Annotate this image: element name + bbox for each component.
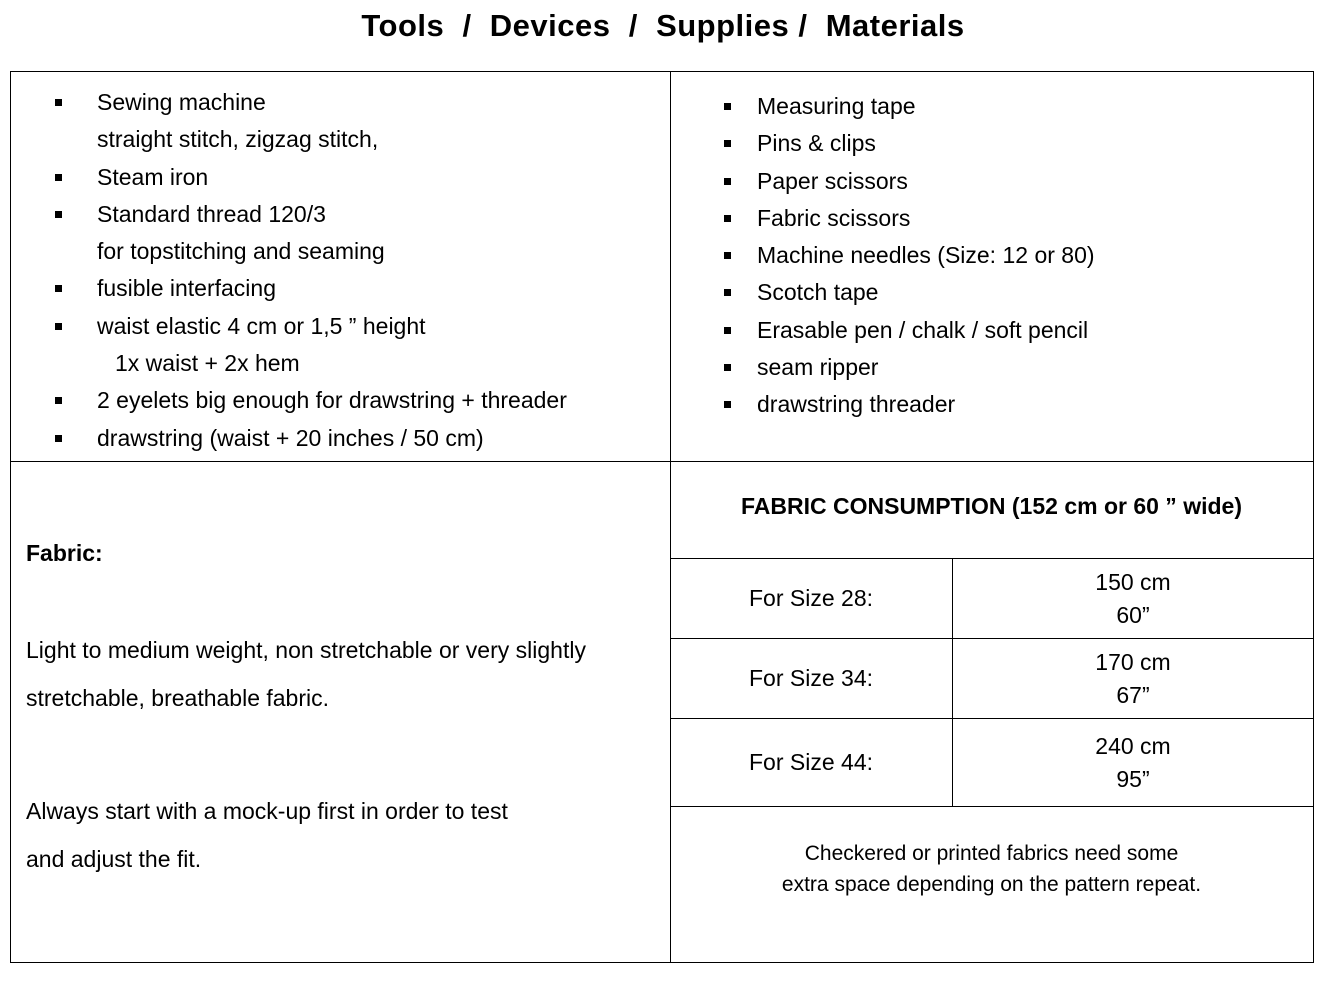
fabric-consumption-heading: FABRIC CONSUMPTION (152 cm or 60 ” wide) bbox=[741, 493, 1242, 519]
tool-item: 2 eyelets big enough for drawstring + threader bbox=[97, 387, 567, 413]
consumption-row-divider bbox=[670, 718, 1313, 719]
bullet-icon bbox=[55, 99, 62, 106]
tool-item: Pins & clips bbox=[757, 130, 876, 156]
size-44-label: For Size 44: bbox=[749, 749, 873, 775]
note-line2: extra space depending on the pattern repeat. bbox=[781, 873, 1202, 896]
tool-item-detail: for topstitching and seaming bbox=[97, 238, 385, 264]
tool-item-detail: straight stitch, zigzag stitch, bbox=[97, 126, 379, 152]
note-line1: Checkered or printed fabrics need some bbox=[804, 842, 1179, 865]
fabric-tip-line2: and adjust the fit. bbox=[26, 846, 202, 872]
fabric-heading: Fabric: bbox=[26, 540, 103, 566]
tool-item: Erasable pen / chalk / soft pencil bbox=[757, 317, 1089, 343]
bullet-icon bbox=[724, 215, 731, 222]
bullet-icon bbox=[55, 211, 62, 218]
tool-item: Fabric scissors bbox=[757, 205, 911, 231]
fabric-description-line2: stretchable, breathable fabric. bbox=[26, 685, 330, 711]
tool-item: seam ripper bbox=[757, 354, 879, 380]
tool-item: Standard thread 120/3 bbox=[97, 201, 326, 227]
tool-item: Paper scissors bbox=[757, 168, 908, 194]
page-title: Tools / Devices / Supplies / Materials bbox=[361, 8, 965, 43]
bullet-icon bbox=[724, 327, 731, 334]
bullet-icon bbox=[724, 289, 731, 296]
size-34-cm: 170 cm bbox=[1095, 649, 1171, 675]
size-28-inch: 60” bbox=[1116, 602, 1150, 628]
bullet-icon bbox=[55, 174, 62, 181]
bullet-icon bbox=[55, 397, 62, 404]
tool-item: Scotch tape bbox=[757, 279, 879, 305]
consumption-row-divider bbox=[670, 638, 1313, 639]
tool-item: fusible interfacing bbox=[97, 275, 276, 301]
fabric-tip-line1: Always start with a mock-up first in order to test bbox=[26, 798, 508, 824]
materials-table bbox=[10, 71, 1314, 963]
row-divider bbox=[11, 461, 1313, 462]
size-34-inch: 67” bbox=[1116, 682, 1150, 708]
fabric-description-line1: Light to medium weight, non stretchable or very slightly bbox=[26, 637, 586, 663]
size-28-cm: 150 cm bbox=[1095, 569, 1171, 595]
bullet-icon bbox=[55, 285, 62, 292]
bullet-icon bbox=[55, 323, 62, 330]
consumption-row-divider bbox=[670, 558, 1313, 559]
bullet-icon bbox=[724, 401, 731, 408]
tool-item: waist elastic 4 cm or 1,5 ” height bbox=[97, 313, 426, 339]
tool-item: drawstring threader bbox=[757, 391, 956, 417]
size-44-inch: 95” bbox=[1116, 766, 1150, 792]
tool-item: Sewing machine bbox=[97, 89, 266, 115]
bullet-icon bbox=[724, 178, 731, 185]
tool-item: Measuring tape bbox=[757, 93, 916, 119]
bullet-icon bbox=[55, 435, 62, 442]
size-28-label: For Size 28: bbox=[749, 585, 873, 611]
bullet-icon bbox=[724, 252, 731, 259]
bullet-icon bbox=[724, 364, 731, 371]
consumption-row-divider bbox=[670, 806, 1313, 807]
tool-item: Steam iron bbox=[97, 164, 209, 190]
tool-item-detail: 1x waist + 2x hem bbox=[115, 350, 300, 376]
bullet-icon bbox=[724, 103, 731, 110]
size-34-label: For Size 34: bbox=[749, 665, 873, 691]
size-44-cm: 240 cm bbox=[1095, 733, 1171, 759]
tool-item: drawstring (waist + 20 inches / 50 cm) bbox=[97, 425, 484, 451]
pattern-repeat-note bbox=[670, 838, 1313, 900]
bullet-icon bbox=[724, 140, 731, 147]
tool-item: Machine needles (Size: 12 or 80) bbox=[757, 242, 1095, 268]
